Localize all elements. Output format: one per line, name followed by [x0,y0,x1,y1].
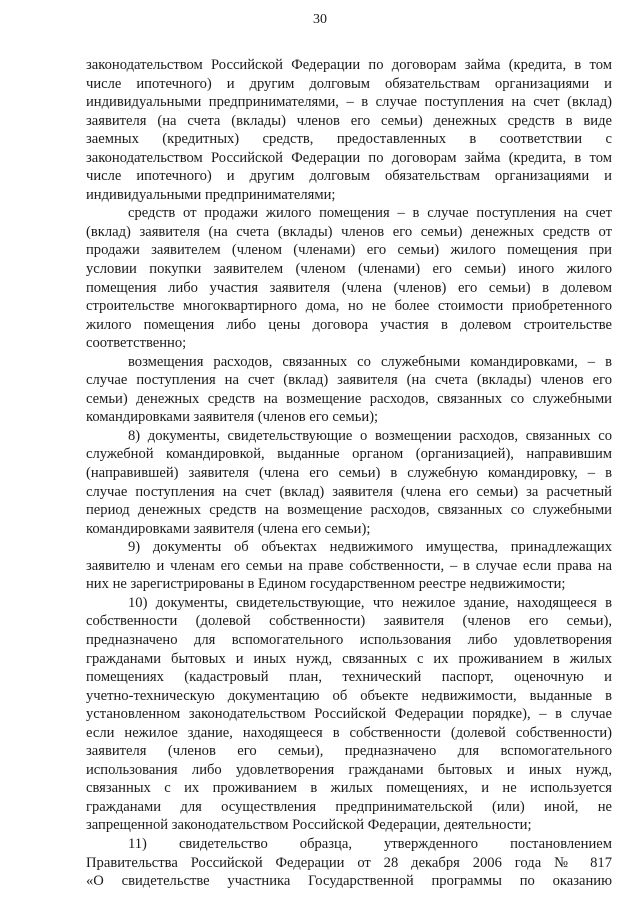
text-line: (направившей) заявителя (члена его семьи) в служебную командировку, – в [86,465,612,482]
text-line: случае поступления на счет (вклад) заявителя (на счета (вклады) членов его [86,372,612,389]
text-line: связанных с их проживанием в жилых помещениях, и не используется [86,780,612,797]
paragraph [86,56,612,204]
text-line: 8) документы, свидетельствующие о возмещении расходов, связанных со [128,427,612,444]
text-line: помещениях (кадастровый план, технический паспорт, оценочную и [86,669,612,686]
text-line: помещения либо участия заявителя (члена (членов) его семьи) в долевом [86,279,612,296]
text-line: индивидуальными предпринимателями; [86,186,336,203]
text-line: запрещенной законодательством Российской Федерации, деятельности; [86,817,532,834]
text-line: использования либо удовлетворения гражданами бытовых и иных нужд, [86,761,612,778]
text-line: Правительства Российской Федерации от 28 декабря 2006 года № 817 [86,854,612,871]
text-line: заявителя (на счета (вклады) членов его семьи) денежных средств в виде [86,112,612,129]
text-line: гражданами бытовых и иных нужд, связанных с их проживанием в жилых [86,650,612,667]
text-line: заявителя (членов его семьи), предназначено для вспомогательного [86,743,612,760]
text-line: индивидуальными предпринимателями, – в случае поступления на счет (вклад) [86,94,612,111]
paragraph [86,204,612,352]
text-line: 9) документы об объектах недвижимого имущества, принадлежащих [128,539,612,556]
paragraph [86,538,612,594]
paragraph [86,353,612,427]
text-line: гражданами для осуществления предпринимательской (или) иной, не [86,798,612,815]
text-line: числе ипотечного) и другим долговым обязательствам организациями и [86,75,612,92]
text-line: если нежилое здание, находящееся в собственности (долевой собственности) [86,724,612,741]
text-line: законодательством Российской Федерации по договорам займа (кредита, в том [86,57,612,73]
text-line: период денежных средств на возмещение расходов, связанных со служебными [86,502,612,519]
text-line: собственности (долевой собственности) заявителя (членов его семьи), [86,613,612,630]
text-line: 10) документы, свидетельствующие, что нежилое здание, находящееся в [128,594,612,611]
text-line: средств от продажи жилого помещения – в случае поступления на счет [128,205,612,222]
text-line: служебной командировкой, выданные органом (организацией), направившим [86,446,612,463]
text-line: установленном законодательством Российской Федерации порядке), – в случае [86,706,612,723]
text-line: заемных (кредитных) средств, предоставленных в соответствии с [86,131,612,148]
paragraph [86,427,612,538]
text-line: семьи) денежных средств на возмещение расходов, связанных со служебными [86,390,612,407]
text-line: случае поступления на счет (вклад) заявителя (члена его семьи) за расчетный [86,483,612,500]
text-line: «О свидетельстве участника Государственной программы по оказанию [86,873,612,890]
text-line: законодательством Российской Федерации по договорам займа (кредита, в том [86,149,612,166]
paragraph [86,835,612,891]
text-line: строительстве многоквартирного дома, но не более стоимости приобретенного [86,298,612,315]
text-line: 11) свидетельство образца, утвержденного постановлением [128,835,612,852]
text-line: жилого помещения либо цены договора участия в долевом строительстве [86,316,612,333]
text-line: командировками заявителя (члена его семьи); [86,520,371,537]
text-line: них не зарегистрированы в Едином государственном реестре недвижимости; [86,576,566,593]
paragraph [86,594,612,835]
text-line: соответственно; [86,335,187,352]
page-number: 30 [313,12,327,27]
text-line: возмещения расходов, связанных со служебными командировками, – в [128,353,612,370]
text-line: продажи заявителем (членом (членами) его семьи) жилого помещения при [86,242,612,259]
text-line: предназначено для вспомогательного использования либо удовлетворения [86,631,612,648]
text-line: числе ипотечного) и другим долговым обязательствам организациями и [86,168,612,185]
text-line: учетно-техническую документацию об объекте недвижимости, выданные в [86,687,612,704]
text-line: (вклад) заявителя (на счета (вклады) членов его семьи) денежных средств от [86,223,612,240]
document-body [86,56,612,891]
text-line: заявителю и членам его семьи на праве собственности, – в случае если права на [86,557,612,574]
text-line: командировками заявителя (членов его семьи); [86,409,379,426]
text-line: условии покупки заявителем (членом (членами) его семьи) иного жилого [86,261,612,278]
